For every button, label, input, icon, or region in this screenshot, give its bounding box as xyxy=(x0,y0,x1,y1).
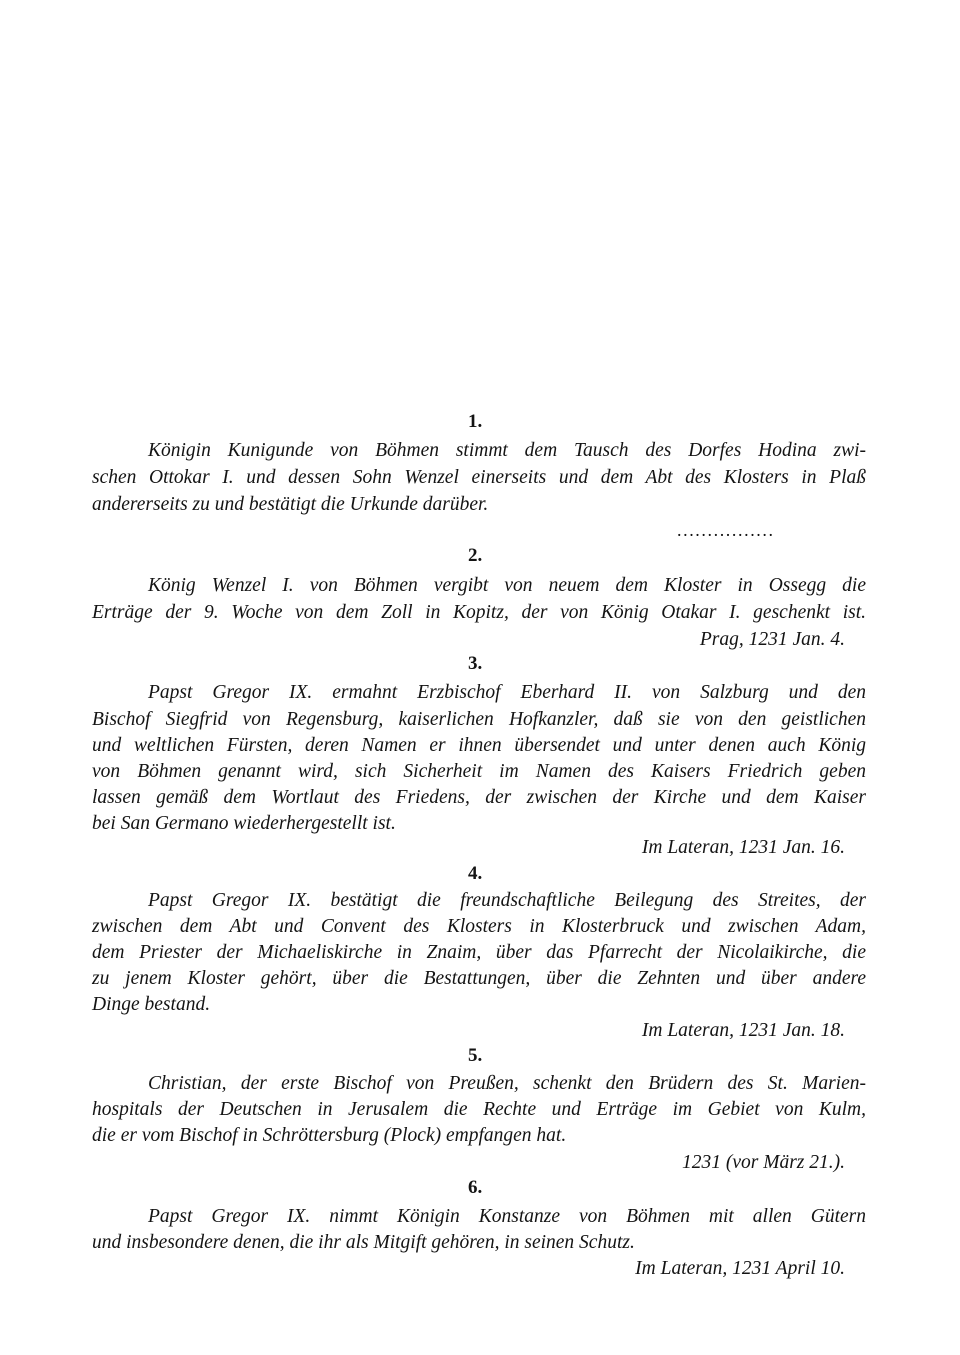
entry-number: 6. xyxy=(468,1177,483,1198)
entry-text-line: zwischen dem Abt und Convent des Klosters in Klosterbruck und zwischen Adam, xyxy=(92,916,866,937)
entry-text-line: zu jenem Kloster gehört, über die Bestattungen, über die Zehnten und über andere xyxy=(92,968,866,989)
entry-text-line: Bischof Siegfrid von Regensburg, kaiserlichen Hofkanzler, daß sie von den geistlichen xyxy=(92,709,866,730)
entry-text-line: lassen gemäß dem Wortlaut des Friedens, der zwischen der Kirche und dem Kaiser xyxy=(92,787,866,808)
entry-text-line: hospitals der Deutschen in Jerusalem die Rechte und Erträge im Gebiet von Kulm, xyxy=(92,1099,866,1120)
entry-number: 3. xyxy=(468,653,483,674)
entry-number: 2. xyxy=(468,545,483,566)
entry-date-placeholder: ................ xyxy=(677,520,775,540)
entry-date: Im Lateran, 1231 Jan. 18. xyxy=(641,1020,845,1041)
entry-text-line: Christian, der erste Bischof von Preußen, schenkt den Brüdern des St. Marien- xyxy=(148,1073,866,1094)
entry-text-line: bei San Germano wiederhergestellt ist. xyxy=(92,813,396,834)
entry-number: 4. xyxy=(468,863,483,884)
entry-text-line: König Wenzel I. von Böhmen vergibt von neuem dem Kloster in Ossegg die xyxy=(148,575,866,596)
entry-text-line: dem Priester der Michaeliskirche in Znaim, über das Pfarrecht der Nicolaikirche, die xyxy=(92,942,866,963)
entry-text-line: Königin Kunigunde von Böhmen stimmt dem Tausch des Dorfes Hodina zwi- xyxy=(148,440,866,461)
entry-date: 1231 (vor März 21.). xyxy=(681,1152,845,1173)
entry-text-line: Papst Gregor IX. nimmt Königin Konstanze von Böhmen mit allen Gütern xyxy=(148,1206,866,1227)
entry-text-line: andererseits zu und bestätigt die Urkunde darüber. xyxy=(92,494,489,515)
entry-text-line: Dinge bestand. xyxy=(92,994,211,1015)
entry-text-line: und insbesondere denen, die ihr als Mitgift gehören, in seinen Schutz. xyxy=(92,1232,635,1253)
entry-text-line: und weltlichen Fürsten, deren Namen er ihnen übersendet und unter denen auch König xyxy=(92,735,866,756)
entry-text-line: Erträge der 9. Woche von dem Zoll in Kopitz, der von König Otakar I. geschenkt ist. xyxy=(92,602,866,623)
entry-number: 5. xyxy=(468,1045,483,1066)
entry-text-line: die er vom Bischof in Schröttersburg (Plock) empfangen hat. xyxy=(92,1125,567,1146)
entry-text-line: von Böhmen genannt wird, sich Sicherheit im Namen des Kaisers Friedrich geben xyxy=(92,761,866,782)
entry-date: Im Lateran, 1231 Jan. 16. xyxy=(641,837,845,858)
entry-date: Im Lateran, 1231 April 10. xyxy=(635,1258,845,1279)
entry-date: Prag, 1231 Jan. 4. xyxy=(699,629,845,650)
entry-number: 1. xyxy=(468,411,483,432)
entry-text-line: Papst Gregor IX. ermahnt Erzbischof Eberhard II. von Salzburg und den xyxy=(148,682,866,703)
entry-text-line: Papst Gregor IX. bestätigt die freundschaftliche Beilegung des Streites, der xyxy=(148,890,866,911)
entry-text-line: schen Ottokar I. und dessen Sohn Wenzel einerseits und dem Abt des Klosters in Plaß xyxy=(92,467,866,488)
